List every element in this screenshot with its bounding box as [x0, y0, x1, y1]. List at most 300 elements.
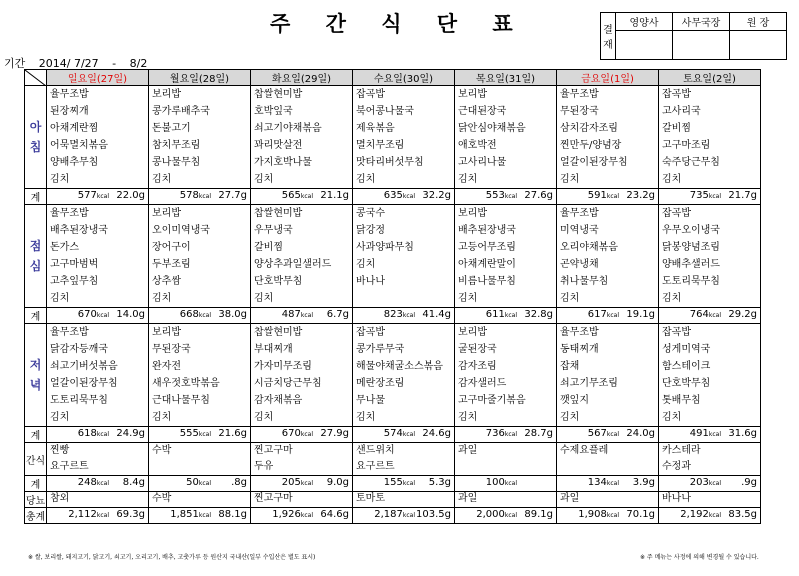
kcal-number: 736 — [485, 428, 505, 439]
kcal-value — [659, 428, 721, 439]
day-header: 수요일(30일) — [353, 70, 455, 86]
kcal-number: 155 — [383, 477, 403, 488]
kcal-number: 578 — [179, 190, 199, 201]
menu-item — [353, 290, 454, 307]
menu-item: 성게미역국 — [662, 344, 711, 355]
menu-item: 김치 — [50, 412, 70, 423]
kcal-value — [47, 190, 109, 201]
menu-item: 잡곡밥 — [662, 89, 691, 100]
menu-cell — [353, 443, 455, 476]
kcal-number: 764 — [689, 309, 709, 320]
protein-value: 8.4g — [122, 477, 145, 488]
menu-item: 고사리나물 — [458, 157, 507, 168]
kcal-number: 553 — [485, 190, 505, 201]
menu-item: 감자조림 — [458, 361, 497, 372]
menu-cell — [455, 324, 557, 427]
menu-item: 보리밥 — [152, 327, 181, 338]
kcal-number: 591 — [587, 190, 607, 201]
menu-item: 김치 — [152, 293, 172, 304]
menu-item: 아채계란말이 — [458, 259, 516, 270]
menu-cell — [251, 443, 353, 476]
menu-item: 완자전 — [152, 361, 181, 372]
menu-item: 율무조밥 — [50, 208, 89, 219]
menu-item: 시금치당근무침 — [254, 378, 322, 389]
menu-item: 도토리묵무침 — [662, 276, 720, 287]
kcal-unit: kcal — [300, 193, 313, 200]
total-cell — [353, 508, 455, 524]
menu-item: 율무조밥 — [50, 327, 89, 338]
menu-item: 장어구이 — [152, 242, 191, 253]
total-label: 총계 — [25, 508, 47, 524]
menu-item: 김치 — [560, 174, 580, 185]
menu-item: 함스테이크 — [662, 361, 711, 372]
protein-value: 28.7g — [524, 428, 553, 439]
menu-item: 카스테라 — [662, 445, 701, 456]
menu-item: 숙주당근무침 — [662, 157, 720, 168]
approval-box — [600, 12, 787, 60]
menu-cell — [47, 86, 149, 189]
total-cell — [659, 508, 761, 524]
menu-item: 비름나물무침 — [458, 276, 516, 287]
menu-item: 고구마범벅 — [50, 259, 99, 270]
total-kcal — [149, 509, 211, 520]
diabetic-label: 당뇨 — [25, 492, 47, 508]
kcal-number: 565 — [281, 190, 301, 201]
meal-label-text: 점심 — [29, 239, 42, 273]
diabetic-item: 찐고구마 — [254, 493, 293, 504]
protein-value: 27.9g — [320, 428, 349, 439]
approval-header: 원 장 — [730, 13, 787, 31]
menu-item: 아채계란찜 — [50, 123, 99, 134]
menu-item: 참치무조림 — [152, 140, 201, 151]
menu-item: 어묵멸치볶음 — [50, 140, 108, 151]
menu-item: 고등어무조림 — [458, 242, 516, 253]
diabetic-cell — [557, 492, 659, 508]
menu-item: 보리밥 — [458, 327, 487, 338]
weekly-menu-table — [24, 69, 761, 524]
menu-item: 오이미역냉국 — [152, 225, 210, 236]
total-kcal — [455, 509, 517, 520]
approval-header: 사무국장 — [673, 13, 730, 31]
kcal-unit: kcal — [300, 431, 313, 438]
approval-header: 영양사 — [616, 13, 673, 31]
menu-cell — [47, 443, 149, 476]
diabetic-cell — [353, 492, 455, 508]
protein-value: 21.7g — [728, 190, 757, 201]
menu-item: 율무조밥 — [50, 89, 89, 100]
kcal-value — [455, 428, 517, 439]
kcal-cell — [557, 189, 659, 205]
kcal-cell — [455, 189, 557, 205]
kcal-unit: kcal — [606, 312, 619, 319]
menu-item: 콩국수 — [356, 208, 385, 219]
total-kcal — [557, 509, 619, 520]
menu-item: 찐고구마 — [254, 445, 293, 456]
menu-item: 사과양파무침 — [356, 242, 414, 253]
total-protein: 83.5g — [728, 509, 757, 520]
kcal-cell — [659, 427, 761, 443]
menu-cell — [353, 86, 455, 189]
protein-value: 21.6g — [218, 428, 247, 439]
kcal-unit: kcal — [504, 312, 517, 319]
menu-item: 김치 — [560, 412, 580, 423]
kcal-unit: kcal — [708, 431, 721, 438]
menu-item: 김치 — [662, 174, 682, 185]
diabetic-item: 수박 — [152, 493, 172, 504]
meal-label-lunch — [25, 205, 47, 308]
menu-item: 수제요플레 — [560, 445, 609, 456]
kcal-cell — [47, 308, 149, 324]
kcal-value — [557, 477, 619, 488]
kcal-unit: kcal — [606, 431, 619, 438]
menu-item: 쇠고기무조림 — [560, 378, 618, 389]
menu-item: 취나물무침 — [560, 276, 609, 287]
menu-item: 요구르트 — [50, 461, 89, 472]
menu-item: 닭봉양념조림 — [662, 242, 720, 253]
kcal-cell — [455, 476, 557, 492]
menu-item: 곤약냉채 — [560, 259, 599, 270]
kcal-unit: kcal — [708, 512, 721, 519]
diabetic-cell — [47, 492, 149, 508]
page-title: 주 간 식 단 표 — [270, 12, 527, 36]
protein-value: 5.3g — [428, 477, 451, 488]
menu-item: 굴된장국 — [458, 344, 497, 355]
menu-cell — [251, 205, 353, 308]
menu-item: 김치 — [662, 293, 682, 304]
kcal-number: 618 — [77, 428, 97, 439]
corner-diagonal — [25, 70, 46, 86]
kcal-cell — [455, 308, 557, 324]
kcal-value — [659, 309, 721, 320]
kcal-unit: kcal — [402, 480, 415, 487]
corner-cell — [25, 70, 47, 86]
kcal-value — [455, 190, 517, 201]
menu-item: 맛타리버섯무침 — [356, 157, 424, 168]
diabetic-item: 과일 — [458, 493, 478, 504]
meal-label-dinner — [25, 324, 47, 427]
menu-item: 해물야채굴소스볶음 — [356, 361, 443, 372]
total-kcal-number: 1,908 — [578, 509, 607, 520]
menu-item: 양상추과일샐러드 — [254, 259, 332, 270]
menu-item: 삼치감자조림 — [560, 123, 618, 134]
kcal-value — [149, 477, 211, 488]
kcal-row-label: 계 — [25, 189, 47, 205]
kcal-value — [353, 309, 415, 320]
menu-item: 무된장국 — [152, 344, 191, 355]
menu-item: 김치 — [458, 412, 478, 423]
day-header: 금요일(1일) — [557, 70, 659, 86]
menu-item: 닭감자등깨국 — [50, 344, 108, 355]
period-end: 8/2 — [129, 57, 148, 70]
diabetic-cell — [455, 492, 557, 508]
kcal-cell — [353, 308, 455, 324]
total-kcal-number: 2,192 — [680, 509, 709, 520]
kcal-number: 248 — [77, 477, 97, 488]
kcal-value — [455, 309, 517, 320]
menu-item: 도토리묵무침 — [50, 395, 108, 406]
menu-item: 가지호박나물 — [254, 157, 312, 168]
menu-item: 찹쌀현미밥 — [254, 327, 303, 338]
menu-cell — [455, 443, 557, 476]
kcal-cell — [251, 308, 353, 324]
menu-item: 콩가루무국 — [356, 344, 405, 355]
protein-value: 27.7g — [218, 190, 247, 201]
kcal-cell — [353, 189, 455, 205]
menu-item: 김치 — [458, 293, 478, 304]
approval-sign-cell — [673, 31, 730, 60]
menu-item — [455, 459, 556, 475]
kcal-unit: kcal — [708, 312, 721, 319]
menu-item: 무된장국 — [560, 106, 599, 117]
kcal-number: 567 — [587, 428, 607, 439]
kcal-unit: kcal — [402, 431, 415, 438]
kcal-unit: kcal — [198, 312, 211, 319]
kcal-number: 735 — [689, 190, 709, 201]
day-header: 화요일(29일) — [251, 70, 353, 86]
menu-item: 고추잎무침 — [50, 276, 99, 287]
kcal-unit: kcal — [606, 480, 619, 487]
menu-item: 쇠고기버섯볶음 — [50, 361, 118, 372]
menu-item: 메란장조림 — [356, 378, 405, 389]
menu-item: 김치 — [356, 174, 376, 185]
total-cell — [455, 508, 557, 524]
menu-item: 근대나물무침 — [152, 395, 210, 406]
menu-item: 바나나 — [356, 276, 385, 287]
kcal-number: 487 — [281, 309, 301, 320]
kcal-cell — [149, 476, 251, 492]
kcal-unit: kcal — [300, 512, 313, 519]
diabetic-item: 토마토 — [356, 493, 385, 504]
menu-cell — [659, 205, 761, 308]
day-header: 일요일(27일) — [47, 70, 149, 86]
menu-item: 근대된장국 — [458, 106, 507, 117]
approval-sign-cell — [730, 31, 787, 60]
diabetic-cell — [251, 492, 353, 508]
menu-item: 김치 — [254, 174, 274, 185]
protein-value: 32.2g — [422, 190, 451, 201]
total-cell — [557, 508, 659, 524]
menu-cell — [557, 86, 659, 189]
menu-cell — [149, 443, 251, 476]
kcal-cell — [251, 476, 353, 492]
protein-value: 24.0g — [626, 428, 655, 439]
kcal-cell — [251, 427, 353, 443]
menu-item: 잡채 — [560, 361, 580, 372]
menu-cell — [557, 443, 659, 476]
kcal-unit: kcal — [402, 193, 415, 200]
footnote-change: ※ 주 메뉴는 사정에 의해 변경될 수 있습니다. — [640, 554, 759, 561]
menu-item: 단호박무침 — [254, 276, 303, 287]
menu-item: 김치 — [50, 293, 70, 304]
menu-item: 오리야채볶음 — [560, 242, 618, 253]
kcal-cell — [455, 427, 557, 443]
menu-item: 배추된장냉국 — [50, 225, 108, 236]
menu-item: 새우젓호박볶음 — [152, 378, 220, 389]
total-kcal — [659, 509, 721, 520]
menu-item: 얼갈이된장무침 — [560, 157, 628, 168]
menu-item: 김치 — [254, 293, 274, 304]
diabetic-item: 과일 — [560, 493, 580, 504]
kcal-unit: kcal — [504, 512, 517, 519]
total-kcal-number: 2,000 — [476, 509, 505, 520]
menu-item: 잡곡밥 — [356, 89, 385, 100]
menu-item: 김치 — [152, 174, 172, 185]
menu-cell — [659, 324, 761, 427]
protein-value: 19.1g — [626, 309, 655, 320]
menu-item: 쇠고기야채볶음 — [254, 123, 322, 134]
menu-item: 톳배무침 — [662, 395, 701, 406]
day-header: 월요일(28일) — [149, 70, 251, 86]
menu-item: 돈불고기 — [152, 123, 191, 134]
diabetic-item: 참외 — [50, 493, 70, 504]
kcal-number: 611 — [485, 309, 505, 320]
menu-item: 고구마줄기볶음 — [458, 395, 526, 406]
menu-item: 가자미무조림 — [254, 361, 312, 372]
protein-value: 31.6g — [728, 428, 757, 439]
kcal-value — [557, 428, 619, 439]
diabetic-item: 바나나 — [662, 493, 691, 504]
menu-item: 닭강정 — [356, 225, 385, 236]
menu-cell — [659, 443, 761, 476]
menu-item: 제육볶음 — [356, 123, 395, 134]
kcal-cell — [659, 308, 761, 324]
menu-item: 김치 — [662, 412, 682, 423]
kcal-cell — [251, 189, 353, 205]
total-protein: 103.5g — [416, 509, 451, 520]
protein-value: 38.0g — [218, 309, 247, 320]
menu-cell — [659, 86, 761, 189]
kcal-cell — [659, 189, 761, 205]
protein-value: .8g — [231, 477, 247, 488]
menu-item: 김치 — [254, 412, 274, 423]
kcal-number: 203 — [689, 477, 709, 488]
menu-item: 꽈리맛살전 — [254, 140, 303, 151]
menu-item: 부대찌개 — [254, 344, 293, 355]
menu-cell — [149, 324, 251, 427]
kcal-value — [353, 477, 415, 488]
menu-item: 찐만두/양념장 — [560, 140, 622, 151]
kcal-value — [47, 428, 109, 439]
menu-item: 감자채볶음 — [254, 395, 303, 406]
protein-value: 32.8g — [524, 309, 553, 320]
kcal-unit: kcal — [606, 512, 619, 519]
menu-item: 콩나물무침 — [152, 157, 201, 168]
menu-item: 고사리국 — [662, 106, 701, 117]
kcal-cell — [149, 427, 251, 443]
kcal-value — [251, 190, 313, 201]
kcal-cell — [353, 476, 455, 492]
menu-item: 잡곡밥 — [662, 208, 691, 219]
menu-cell — [557, 324, 659, 427]
protein-value: 3.9g — [632, 477, 655, 488]
menu-item — [557, 459, 658, 475]
menu-cell — [47, 324, 149, 427]
approval-sign-cell — [616, 31, 673, 60]
kcal-number: 50 — [186, 477, 199, 488]
meal-label-text: 저녁 — [29, 358, 42, 392]
protein-value: 27.6g — [524, 190, 553, 201]
kcal-unit: kcal — [96, 480, 109, 487]
kcal-unit: kcal — [96, 193, 109, 200]
kcal-cell — [149, 189, 251, 205]
menu-item: 호박잎국 — [254, 106, 293, 117]
kcal-row-label: 계 — [25, 427, 47, 443]
kcal-number: 574 — [383, 428, 403, 439]
kcal-number: 823 — [383, 309, 403, 320]
kcal-cell — [557, 427, 659, 443]
kcal-unit: kcal — [606, 193, 619, 200]
kcal-number: 555 — [179, 428, 199, 439]
menu-item: 얼갈이된장무침 — [50, 378, 118, 389]
protein-value: 41.4g — [422, 309, 451, 320]
protein-value: 24.6g — [422, 428, 451, 439]
protein-value: 21.1g — [320, 190, 349, 201]
kcal-row-label: 계 — [25, 308, 47, 324]
menu-item: 우무냉국 — [254, 225, 293, 236]
menu-item: 율무조밥 — [560, 327, 599, 338]
kcal-cell — [149, 308, 251, 324]
menu-cell — [455, 86, 557, 189]
menu-cell — [149, 205, 251, 308]
period-label: 기간 — [4, 57, 26, 70]
total-kcal — [251, 509, 313, 520]
kcal-unit: kcal — [402, 312, 415, 319]
menu-item: 된장찌개 — [50, 106, 89, 117]
total-kcal-number: 2,187 — [374, 509, 403, 520]
total-protein: 88.1g — [218, 509, 247, 520]
diabetic-cell — [149, 492, 251, 508]
menu-cell — [455, 205, 557, 308]
kcal-value — [557, 309, 619, 320]
kcal-unit: kcal — [708, 193, 721, 200]
kcal-unit: kcal — [96, 512, 109, 519]
protein-value: 24.9g — [116, 428, 145, 439]
kcal-number: 617 — [587, 309, 607, 320]
kcal-number: 670 — [281, 428, 301, 439]
total-kcal-number: 2,112 — [68, 509, 97, 520]
kcal-unit: kcal — [402, 512, 415, 519]
kcal-unit: kcal — [198, 431, 211, 438]
kcal-unit: kcal — [504, 480, 517, 487]
kcal-number: 100 — [485, 477, 505, 488]
total-kcal-number: 1,851 — [170, 509, 199, 520]
kcal-value — [251, 428, 313, 439]
approval-side-label: 결재 — [601, 13, 616, 60]
meal-label-text: 아침 — [29, 120, 42, 154]
menu-item: 갈비찜 — [662, 123, 691, 134]
total-kcal — [47, 509, 109, 520]
menu-item: 보리밥 — [152, 208, 181, 219]
menu-item: 김치 — [50, 174, 70, 185]
menu-item: 우무오이냉국 — [662, 225, 720, 236]
kcal-unit: kcal — [504, 431, 517, 438]
kcal-number: 205 — [281, 477, 301, 488]
total-protein: 89.1g — [524, 509, 553, 520]
menu-item: 단호박무침 — [662, 378, 711, 389]
kcal-unit: kcal — [96, 312, 109, 319]
kcal-cell — [557, 308, 659, 324]
total-protein: 70.1g — [626, 509, 655, 520]
kcal-value — [149, 428, 211, 439]
menu-item: 찹쌀현미밥 — [254, 208, 303, 219]
menu-item: 잡곡밥 — [662, 327, 691, 338]
menu-item: 닭안심야채볶음 — [458, 123, 526, 134]
kcal-number: 668 — [179, 309, 199, 320]
protein-value: 29.2g — [728, 309, 757, 320]
menu-item: 상추쌈 — [152, 276, 181, 287]
kcal-value — [659, 190, 721, 201]
kcal-unit: kcal — [198, 193, 211, 200]
